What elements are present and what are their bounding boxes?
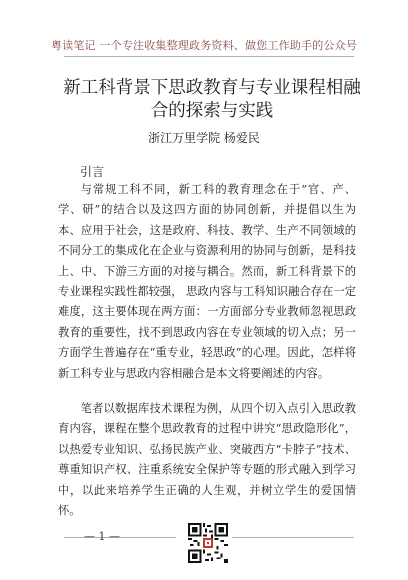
author-line: 浙江万里学院 杨爱民 <box>148 131 260 145</box>
header-divider <box>64 56 354 57</box>
section-heading: 引言 <box>80 165 105 179</box>
page-number: — 1 — <box>84 530 120 543</box>
body-paragraph: 笔者以数据库技术课程为例，从四个切入点引入思政教育内容，课程在整个思政教育的过程中讲究“思政隐形化”，以热爱专业知识、弘扬民族产业、突破西方“卡脖子”技术、尊重知识产权、注重系统安全保护等专题的形式融入到学习中，以此来培养学生正确的人生观，并树立学生的爱国情怀。 <box>58 402 356 518</box>
footer-divider <box>64 537 176 538</box>
document-title: 新工科背景下思政教育与专业课程相融合的探索与实践 <box>63 78 361 121</box>
qr-code-icon <box>188 523 228 563</box>
page-header: 粤读笔记 一个专注收集整理政务资料、做您工作助手的公众号 <box>50 39 358 52</box>
body-paragraph: 与常规工科不同，新工科的教育理念在于“官、产、学、研”的结合以及这四方面的协同创新，并提倡以生为本、应用于社会，这是政府、科技、教学、生产不同领域的不同分工的集成化在企业与资源利用的协同与创新，是科技上、中、下游三方面的对接与耦合。然而，新工科背景下的专业课程实践性都较强， 思政内容与工科知识融合存在一定难度，这主要体现在两方面：一方面部分专业教师忽视思政教育的重要性，找不到思政内容在专业领域的切入点；另一方面学生普遍存在“重专业，轻思政”的心理。因此，怎样将新工科专业与思政内容相融合是本文将要阐述的内容。 <box>58 183 356 380</box>
footer-divider <box>232 537 354 538</box>
